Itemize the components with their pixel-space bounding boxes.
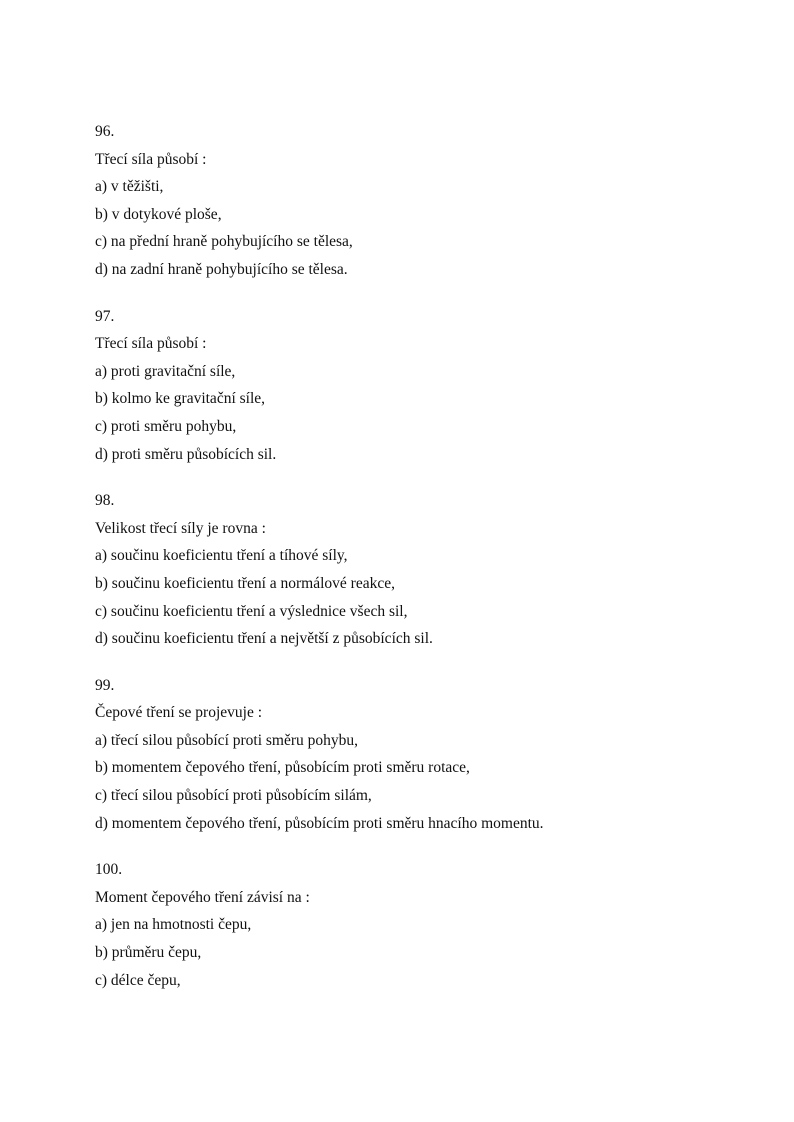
question-text: Třecí síla působí : xyxy=(95,150,207,168)
question-number: 100. xyxy=(95,861,123,879)
answer-option: a) jen na hmotnosti čepu, xyxy=(95,916,252,934)
question-text: Moment čepového tření závisí na : xyxy=(95,888,310,906)
answer-option: c) součinu koeficientu tření a výslednice všech sil, xyxy=(95,602,408,620)
question-number: 98. xyxy=(95,492,115,510)
answer-option: b) průměru čepu, xyxy=(95,944,202,962)
answer-option: b) součinu koeficientu tření a normálové reakce, xyxy=(95,574,395,592)
question-text: Velikost třecí síly je rovna : xyxy=(95,519,266,537)
question-99 xyxy=(95,672,755,838)
answer-option: a) v těžišti, xyxy=(95,178,164,196)
document-page xyxy=(95,118,755,1013)
question-96 xyxy=(95,118,755,284)
answer-option: c) délce čepu, xyxy=(95,971,181,989)
question-98 xyxy=(95,487,755,653)
answer-option: a) proti gravitační síle, xyxy=(95,362,236,380)
question-100 xyxy=(95,856,755,994)
answer-option: c) třecí silou působící proti působícím silám, xyxy=(95,787,372,805)
answer-option: a) součinu koeficientu tření a tíhové síly, xyxy=(95,547,348,565)
answer-option: c) proti směru pohybu, xyxy=(95,417,237,435)
question-number: 99. xyxy=(95,676,115,694)
answer-option: d) proti směru působících sil. xyxy=(95,445,277,463)
answer-option: d) součinu koeficientu tření a největší z působících sil. xyxy=(95,630,433,648)
answer-option: b) v dotykové ploše, xyxy=(95,205,222,223)
answer-option: d) momentem čepového tření, působícím proti směru hnacího momentu. xyxy=(95,814,544,832)
question-97 xyxy=(95,303,755,469)
question-text: Třecí síla působí : xyxy=(95,335,207,353)
answer-option: a) třecí silou působící proti směru pohybu, xyxy=(95,731,359,749)
answer-option: b) momentem čepového tření, působícím proti směru rotace, xyxy=(95,759,470,777)
answer-option: c) na přední hraně pohybujícího se tělesa, xyxy=(95,233,353,251)
answer-option: d) na zadní hraně pohybujícího se tělesa. xyxy=(95,260,348,278)
question-number: 97. xyxy=(95,307,115,325)
question-number: 96. xyxy=(95,123,115,140)
question-text: Čepové tření se projevuje : xyxy=(95,704,263,722)
answer-option: b) kolmo ke gravitační síle, xyxy=(95,390,266,408)
